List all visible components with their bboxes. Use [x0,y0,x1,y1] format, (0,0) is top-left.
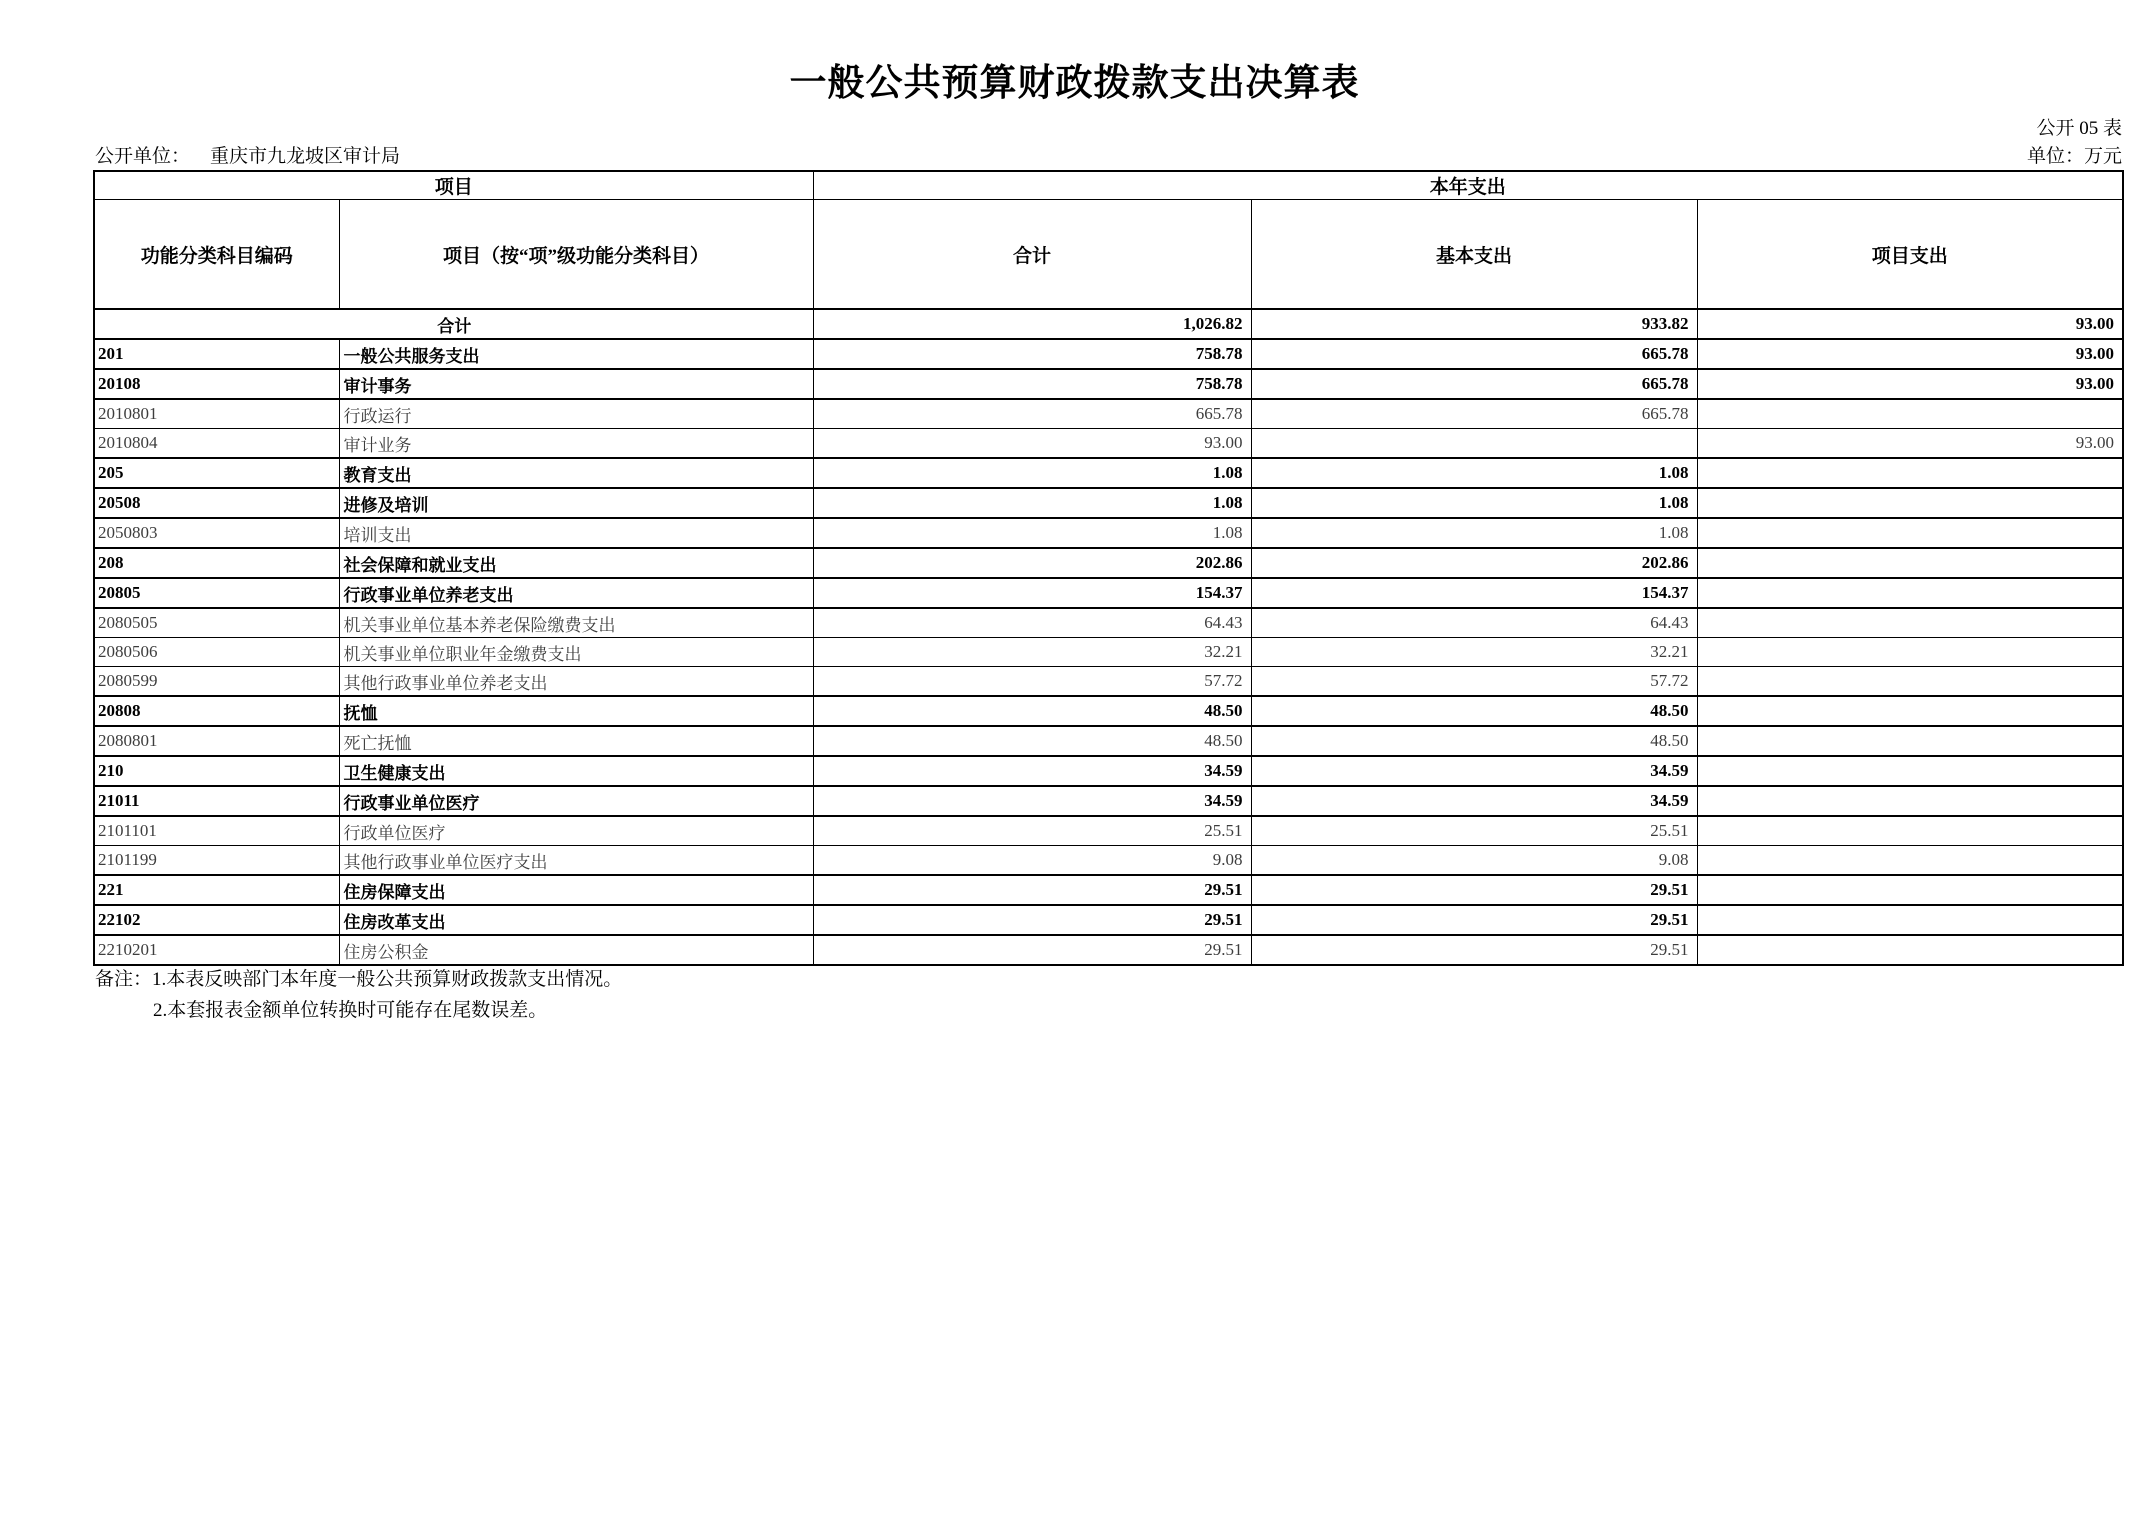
row-basic: 9.08 [1251,846,1697,876]
row-project [1697,905,2123,935]
row-project [1697,518,2123,548]
row-project: 93.00 [1697,309,2123,339]
row-total: 48.50 [813,696,1251,726]
footnote-line-1 [95,964,622,995]
row-project [1697,578,2123,608]
page-title: 一般公共预算财政拨款支出决算表 [789,63,1360,104]
row-code: 2101199 [94,846,339,876]
row-basic: 48.50 [1251,696,1697,726]
row-code: 210 [94,756,339,786]
header-col-code: 功能分类科目编码 [94,200,339,310]
row-basic: 933.82 [1251,309,1697,339]
row-name: 死亡抚恤 [339,726,813,756]
row-project [1697,488,2123,518]
publishing-org [95,141,400,168]
table-row [94,488,2123,518]
row-total: 665.78 [813,399,1251,429]
row-name: 抚恤 [339,696,813,726]
table-row [94,548,2123,578]
row-basic: 64.43 [1251,608,1697,638]
row-total: 29.51 [813,935,1251,965]
row-total: 34.59 [813,756,1251,786]
row-name: 行政运行 [339,399,813,429]
header-col-total: 合计 [813,200,1251,310]
row-name: 住房公积金 [339,935,813,965]
row-code: 2010801 [94,399,339,429]
header-group-year: 本年支出 [813,171,2123,200]
table-row [94,875,2123,905]
row-label: 合计 [94,309,813,339]
row-basic: 48.50 [1251,726,1697,756]
row-basic: 1.08 [1251,458,1697,488]
row-code: 21011 [94,786,339,816]
row-project [1697,726,2123,756]
table-row [94,935,2123,965]
row-total: 57.72 [813,667,1251,697]
row-basic: 1.08 [1251,488,1697,518]
row-code: 20508 [94,488,339,518]
table-row [94,756,2123,786]
row-basic: 665.78 [1251,399,1697,429]
footnote-text-1: 1.本表反映部门本年度一般公共预算财政拨款支出情况。 [152,969,623,990]
row-total: 48.50 [813,726,1251,756]
header-columns-row [94,200,2123,310]
table-row [94,638,2123,667]
row-basic: 29.51 [1251,905,1697,935]
table-number: 公开 05 表 [2036,118,2122,139]
header-group-item: 项目 [94,171,813,200]
header-col-project: 项目支出 [1697,200,2123,310]
publishing-org-label: 公开单位： [95,146,191,167]
row-name: 机关事业单位职业年金缴费支出 [339,638,813,667]
row-name: 其他行政事业单位养老支出 [339,667,813,697]
row-name: 行政单位医疗 [339,816,813,846]
row-total: 29.51 [813,905,1251,935]
row-name: 其他行政事业单位医疗支出 [339,846,813,876]
row-total: 1,026.82 [813,309,1251,339]
row-basic: 202.86 [1251,548,1697,578]
table-row [94,667,2123,697]
row-name: 培训支出 [339,518,813,548]
row-code: 205 [94,458,339,488]
row-project [1697,608,2123,638]
row-total: 29.51 [813,875,1251,905]
row-total: 32.21 [813,638,1251,667]
row-basic: 34.59 [1251,756,1697,786]
table-row [94,696,2123,726]
row-project [1697,756,2123,786]
row-project [1697,458,2123,488]
table-row [94,578,2123,608]
row-basic: 34.59 [1251,786,1697,816]
table-row [94,786,2123,816]
row-code: 2010804 [94,429,339,459]
row-name: 住房保障支出 [339,875,813,905]
footnote-line-2 [95,995,622,1026]
footnotes [95,964,622,1026]
row-code: 2080506 [94,638,339,667]
row-total: 34.59 [813,786,1251,816]
row-name: 卫生健康支出 [339,756,813,786]
row-project: 93.00 [1697,429,2123,459]
row-project [1697,548,2123,578]
row-total: 25.51 [813,816,1251,846]
row-code: 2101101 [94,816,339,846]
row-basic: 32.21 [1251,638,1697,667]
row-code: 201 [94,339,339,369]
table-row [94,726,2123,756]
row-basic: 57.72 [1251,667,1697,697]
row-code: 2050803 [94,518,339,548]
row-project [1697,399,2123,429]
row-total: 154.37 [813,578,1251,608]
row-basic: 665.78 [1251,339,1697,369]
row-code: 2080505 [94,608,339,638]
row-name: 审计事务 [339,369,813,399]
row-name: 审计业务 [339,429,813,459]
row-project [1697,667,2123,697]
row-name: 社会保障和就业支出 [339,548,813,578]
row-total: 1.08 [813,518,1251,548]
row-name: 行政事业单位医疗 [339,786,813,816]
row-name: 机关事业单位基本养老保险缴费支出 [339,608,813,638]
row-code: 221 [94,875,339,905]
footnote-label: 备注： [95,969,153,990]
row-code: 2080801 [94,726,339,756]
table-row [94,369,2123,399]
publishing-org-name: 重庆市九龙坡区审计局 [210,146,401,167]
row-basic: 29.51 [1251,875,1697,905]
row-basic [1251,429,1697,459]
row-basic: 665.78 [1251,369,1697,399]
table-body [94,309,2123,965]
table-row [94,309,2123,339]
row-project [1697,935,2123,965]
table-row [94,458,2123,488]
row-total: 93.00 [813,429,1251,459]
row-project: 93.00 [1697,339,2123,369]
row-basic: 1.08 [1251,518,1697,548]
table-row [94,429,2123,459]
table-row [94,816,2123,846]
row-code: 20108 [94,369,339,399]
row-code: 22102 [94,905,339,935]
row-code: 20805 [94,578,339,608]
row-project [1697,816,2123,846]
row-code: 208 [94,548,339,578]
row-name: 行政事业单位养老支出 [339,578,813,608]
row-total: 202.86 [813,548,1251,578]
row-project [1697,846,2123,876]
row-name: 一般公共服务支出 [339,339,813,369]
money-unit: 单位：万元 [2026,146,2122,167]
row-basic: 154.37 [1251,578,1697,608]
row-project [1697,638,2123,667]
expenditure-table [93,170,2124,966]
row-project [1697,786,2123,816]
header-col-basic: 基本支出 [1251,200,1697,310]
header-group-row [94,171,2123,200]
row-project: 93.00 [1697,369,2123,399]
row-total: 1.08 [813,458,1251,488]
row-basic: 29.51 [1251,935,1697,965]
row-total: 758.78 [813,369,1251,399]
table-row [94,905,2123,935]
row-name: 住房改革支出 [339,905,813,935]
row-total: 758.78 [813,339,1251,369]
table-row [94,339,2123,369]
row-name: 进修及培训 [339,488,813,518]
footnote-text-2: 2.本套报表金额单位转换时可能存在尾数误差。 [153,1000,548,1021]
header-col-item: 项目（按“项”级功能分类科目） [339,200,813,310]
row-total: 1.08 [813,488,1251,518]
table-row [94,846,2123,876]
row-code: 2080599 [94,667,339,697]
row-code: 20808 [94,696,339,726]
row-name: 教育支出 [339,458,813,488]
table-row [94,608,2123,638]
row-total: 9.08 [813,846,1251,876]
row-basic: 25.51 [1251,816,1697,846]
table-row [94,399,2123,429]
row-project [1697,696,2123,726]
row-total: 64.43 [813,608,1251,638]
row-code: 2210201 [94,935,339,965]
row-project [1697,875,2123,905]
table-row [94,518,2123,548]
